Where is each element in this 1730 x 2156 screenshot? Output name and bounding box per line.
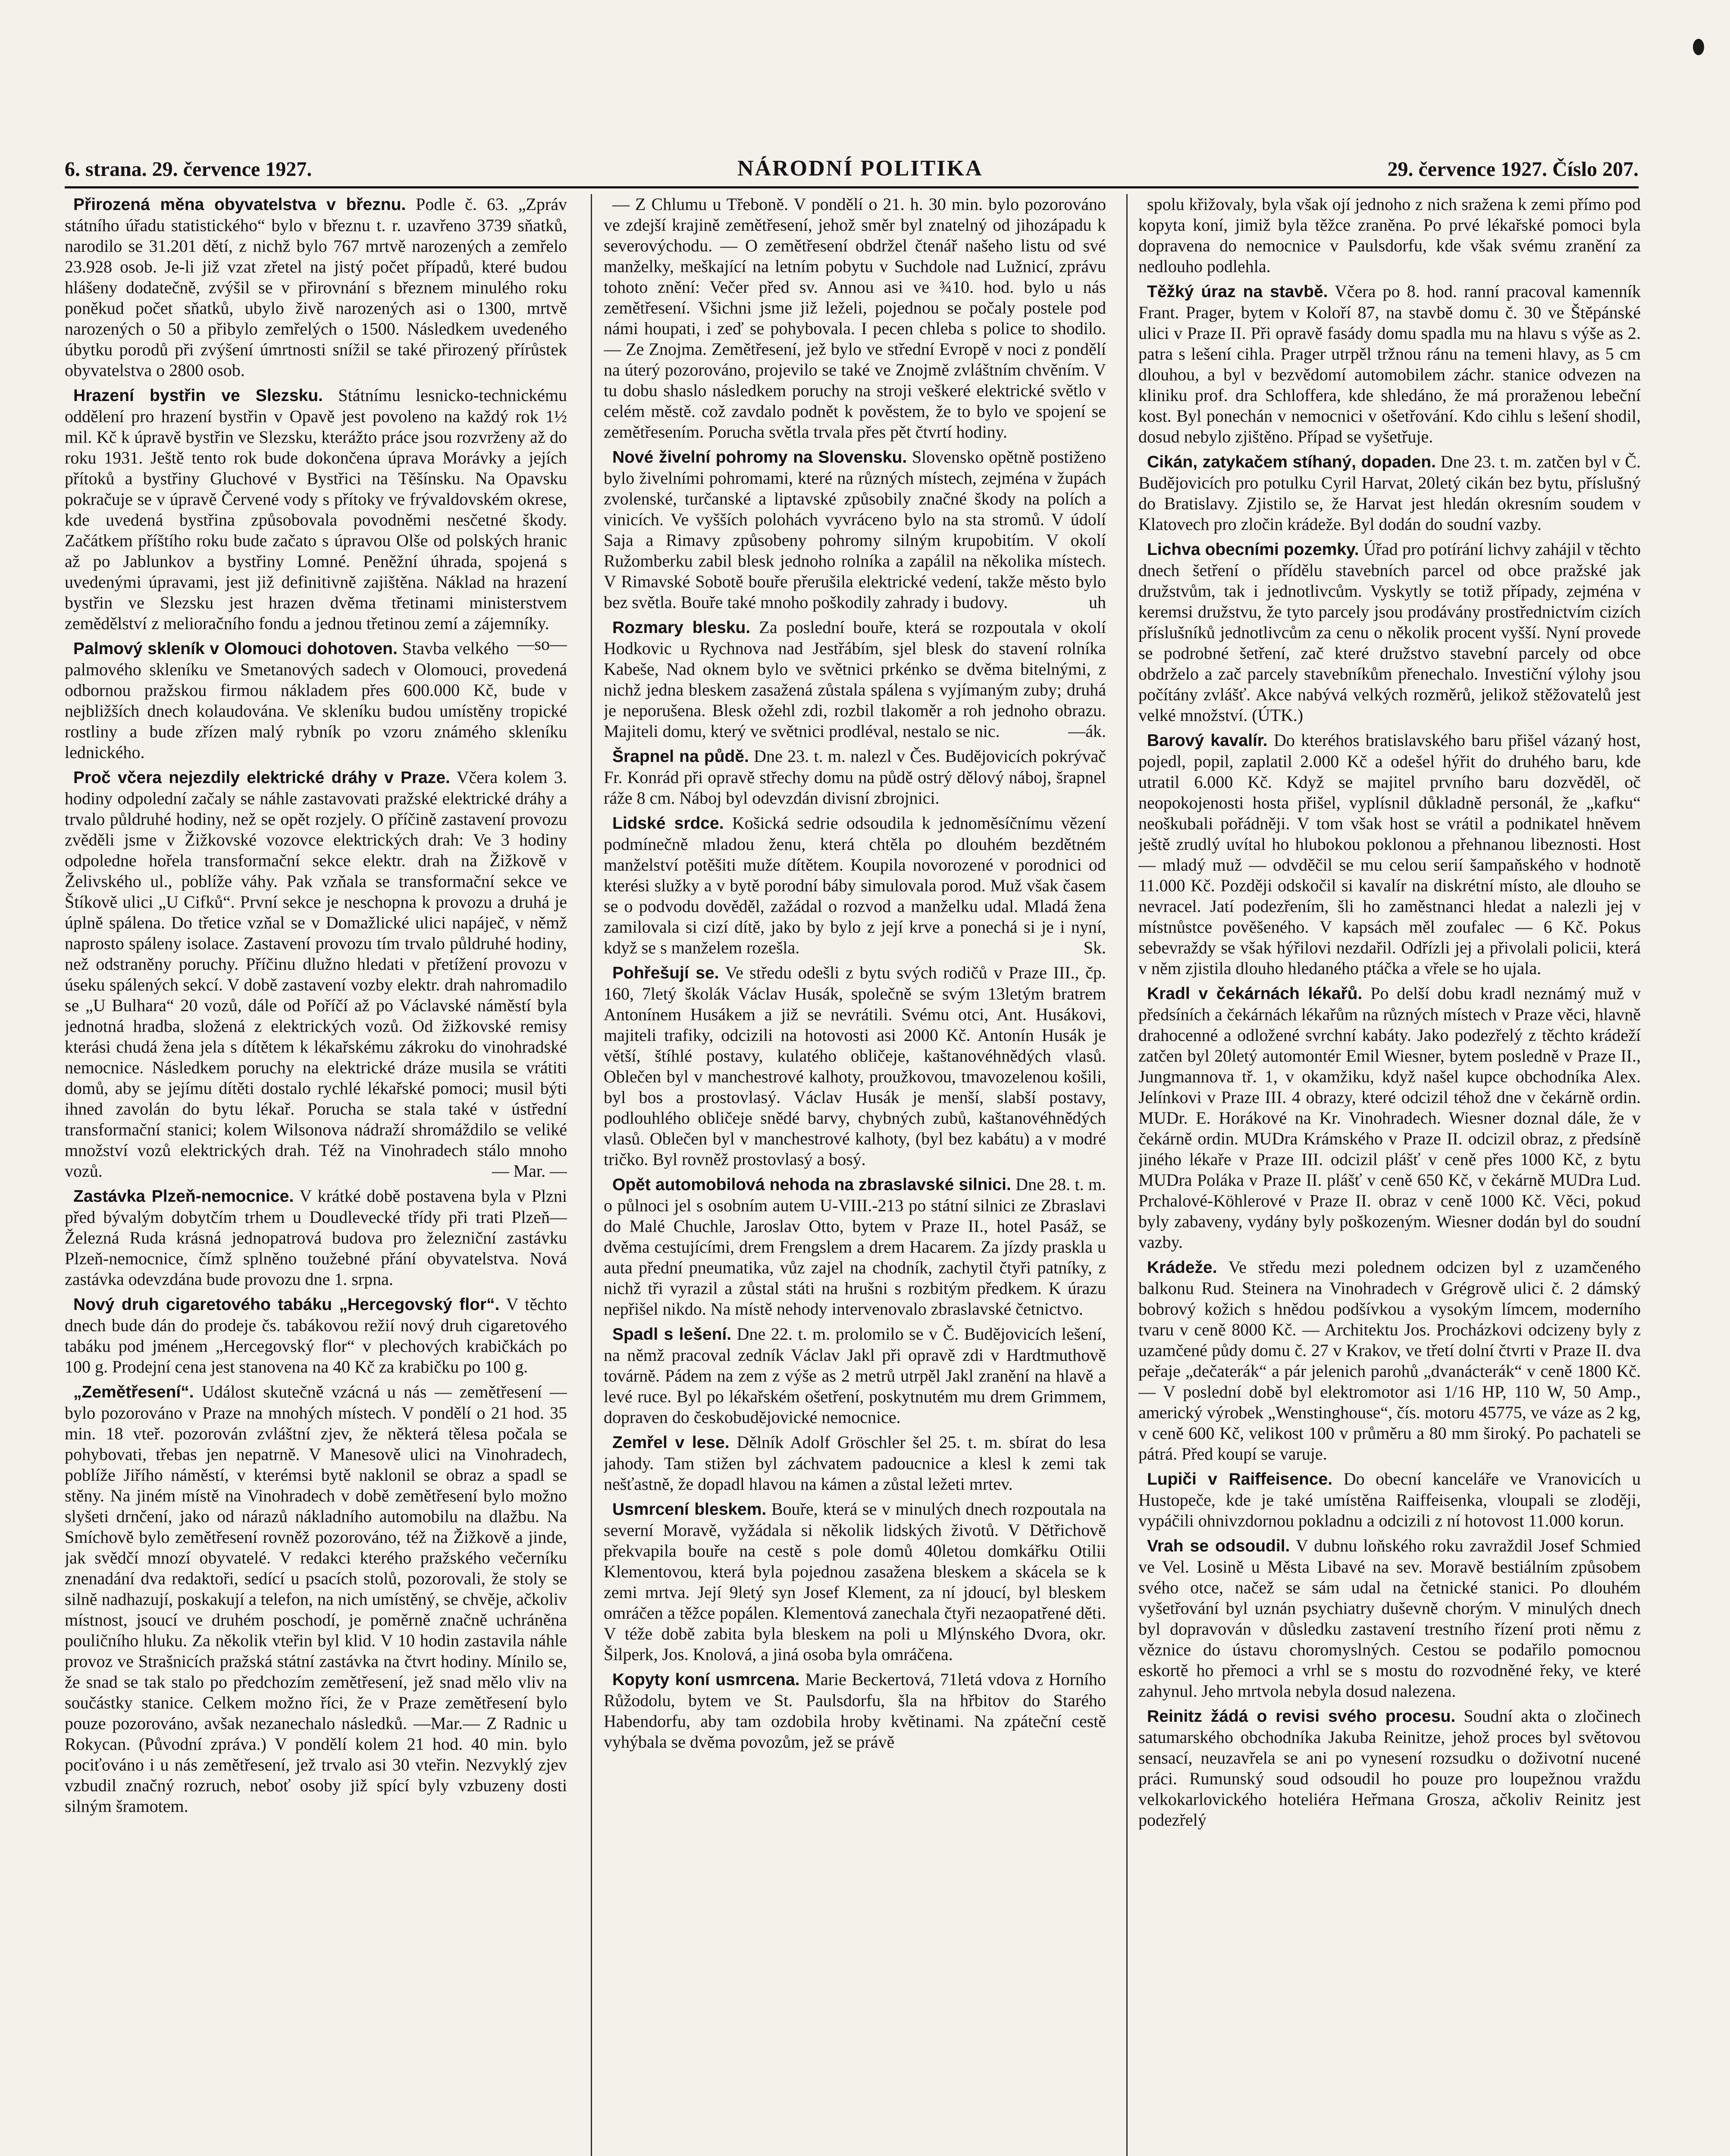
news-article	[604, 1324, 1106, 1428]
article-signature: Sk.	[1083, 938, 1106, 957]
column-divider	[591, 194, 592, 2156]
news-article	[1138, 281, 1641, 447]
article-body: spolu křižovaly, byla však ojí jednoho z nich sražena k zemi přímo pod kopyta koní, jimiž byla těžce zraněna. Po prvé lékařské pomoci byla dopravena do nemocnice v Paulsdorfu, kde však svému zranění za nedlouho podlehla.	[1138, 194, 1641, 276]
news-article	[1138, 1706, 1641, 1830]
article-headline: Cikán, zatykačem stíhaný, dopaden.	[1147, 453, 1436, 471]
article-headline: Palmový skleník v Olomouci dohotoven.	[73, 639, 398, 658]
article-headline: Přirozená měna obyvatelstva v březnu.	[73, 195, 406, 214]
article-body: — Z Chlumu u Třeboně. V pondělí o 21. h. 30 min. bylo pozorováno ve zdejší krajině zemětřesení, jehož směr byl znatelný od jihozápadu k severovýchodu. — O zemětřesení obdržel čtenář našeho listu od své manželky, meškající na letním pobytu v Suchdole nad Lužnicí, zprávu tohoto znění: Večer před sv. Annou asi ve ¾10. hod. bylo u nás zemětřesení. Všichni jsme již leželi, pojednou se počaly postele pod námi houpati, i zeď se pohybovala. I pecen chleba s police to shodilo. — Ze Znojma. Zemětřesení, jež bylo ve střední Evropě v noci z pondělí na úterý pozorováno, projevilo se také ve Znojmě zvláštním chvěním. V tu dobu shaslo následkem poruchy na stroji veškeré elektrické světlo v celém městě. což zavdalo podnět k pověstem, že to bylo ve spojení se zemětřesením. Porucha světla trvala přes pět čtvrtí hodiny.	[604, 194, 1106, 442]
article-headline: Nový druh cigaretového tabáku „Hercegovský flor“.	[73, 1295, 500, 1314]
article-headline: Reinitz žádá o revisi svého procesu.	[1147, 1707, 1456, 1726]
column-divider	[1126, 194, 1128, 2156]
news-article	[65, 767, 567, 1181]
news-article	[604, 194, 1106, 442]
article-headline: Lupiči v Raiffeisence.	[1147, 1470, 1333, 1489]
article-headline: Pohřešují se.	[612, 964, 719, 982]
column-3	[1138, 194, 1641, 2156]
news-article	[604, 447, 1106, 613]
article-headline: Krádeže.	[1147, 1258, 1217, 1277]
news-article	[604, 746, 1106, 808]
column-2	[604, 194, 1106, 2156]
article-headline: Lidské srdce.	[612, 814, 724, 833]
article-body: V těchto dnech bude dán do prodeje čs. tabákovou režií nový druh cigaretového tabáku pod jménem „Hercegovský flor“ v plechových krabičkách po 100 g. Prodejní cena jest stanovena na 40 Kč za krabičku po 100 g.	[65, 1294, 567, 1376]
news-article	[65, 1382, 567, 1817]
article-body: Včera po 8. hod. ranní pracoval kamenník Frant. Prager, bytem v Koloří 87, na stavbě domu č. 30 ve Štěpánské ulici v Praze II. Při opravě fasády domu spadla mu na hlavu s výše as 2. patra s lešení cihla. Prager utrpěl tržnou ránu na temeni hlavy, as 5 cm dlouhou, a byl v bezvědomí automobilem záchr. stanice odvezen na kliniku prof. dra Schloffera, kde shledáno, že má proraženou lebeční kost. Byl ponechán v nemocnici v ošetřování. Kdo cihlu s lešení shodil, dosud nebylo zjištěno. Případ se vyšetřuje.	[1138, 282, 1641, 446]
news-article	[65, 1186, 567, 1290]
article-headline: Zastávka Plzeň-nemocnice.	[73, 1187, 294, 1206]
article-headline: Nové živelní pohromy na Slovensku.	[612, 448, 907, 467]
news-article	[604, 617, 1106, 742]
article-body: Ve středu mezi polednem odcizen byl z uzamčeného balkonu Rud. Steinera na Vinohradech v Grégrově ulici č. 2 dámský bobrový kožich s hnědou podšívkou a vysokým límcem, moderního tvaru v ceně 8000 Kč. — Architektu Jos. Procházkovi odcizeny byly z uzamčené půdy domu č. 27 v Krakov, ve třetí dolní čtvrti v Praze II. dva peřaje „dečaterák“ a pár jelenich parohů „dvanácterák“ v ceně 1800 Kč. — V poslední době byl elektromotor asi 1/16 HP, 110 W, 50 Amp., americký výrobek „Wenstinghouse“, čís. motoru 45775, ve váze as 2 kg, v ceně 600 Kč, velikost 100 v průměru a 80 mm široký. Po pachateli se pátrá. Před koupí se varuje.	[1138, 1257, 1641, 1463]
article-body: Soudní akta o zločinech satumarského obchodníka Jakuba Reinitze, jehož proces byl světovou sensací, neuzavřela se ani po vynesení rozsudku o doživotní nucené práci. Rumunský soud odsoudil ho pouze pro loupežnou vraždu velkokarlovického hoteliéra Heřmana Grosza, ačkoliv Reinitz jest podezřelý	[1138, 1706, 1641, 1830]
news-article	[604, 1499, 1106, 1665]
article-body: Úřad pro potírání lichvy zahájil v těchto dnech šetření o přídělu stavebních parcel od obce pražské jak družstvům, tak i jednotlivcům. Vyskytly se totiž případy, zejména v keremsi družstvu, že tyto parcely jsou prodávány prostřednictvím cizích příslušníků jednotlivcům za cenu o několik procent vyšší. Nyní provede se podrobné šetření, zač které družstvo stavební parcely od obce obdrželo a zač parcely stavebníkům přenechalo. Investiční výlohy jsou počítány zvlášť. Akce nabývá velkých rozměrů, jelikož stěžovatelů jest velké množství. (ÚTK.)	[1138, 539, 1641, 725]
article-body: Slovensko opětně postiženo bylo živelními pohromami, které na různých místech, zejména v župách zvolenské, turčanské a liptavské způsobily značné škody na polích a vinicích. Ve vyšších polohách vyvráceno bylo na sta stromů. V údolí Saja a Rimavy způsobeny pohromy silným krupobitím. V okolí Ružomberku zabil blesk jednoho rolníka a zapálil na několika místech. V Rimavské Sobotě bouře přerušila elektrické vedení, takže město bylo bez světla. Bouře také mnoho poškodily zahrady i budovy.	[604, 447, 1106, 612]
article-body: V krátké době postavena byla v Plzni před bývalým dobytčím trhem u Doudlevecké třídy při trati Plzeň—Železná Ruda krásná jednopatrová budova pro železniční zastávku Plzeň-nemocnice, čímž splněno toužebné přání obyvatelstva. Nová zastávka odevzdána bude provozu dne 1. srpna.	[65, 1186, 567, 1289]
news-article	[65, 194, 567, 381]
masthead-title: NÁRODNÍ POLITIKA	[737, 156, 983, 181]
article-body: Košická sedrie odsoudila k jednoměsíčnímu vězení podmínečně mladou ženu, která chtěla po dlouhém bezdětném manželství potěšiti muže dítětem. Koupila novorozené v porodnici od kterési služky a v bytě porodní báby simulovala porod. Muž však časem se o podvodu dověděl, zažádal o rozvod a manželku udal. Mladá žena zamilovala si cizí dítě, jako by bylo z její krve a ponechá si je i nyní, když se s manželem rozešla.	[604, 813, 1106, 957]
article-headline: Proč včera nejezdily elektrické dráhy v Praze.	[73, 768, 450, 787]
news-article	[1138, 194, 1641, 277]
news-article	[65, 638, 567, 763]
article-headline: „Zemětřesení“.	[73, 1383, 194, 1401]
article-body: Za poslední bouře, která se rozpoutala v okolí Hodkovic u Rychnova nad Jestřábím, sjel blesk do stavení rolníka Kabeše, Nad oknem bylo ve světnici prkénko se dvěma bitelnými, z nichž jedna bleskem zasažená zůstala spálena s vyjímaným zuby; druhá je neporušena. Blesk ožehl zdi, rozbil tlakoměr a roh jednoho obrazu. Majiteli domu, který ve světnici prodléval, nestalo se nic.	[604, 617, 1106, 741]
article-body: Státnímu lesnicko-technickému oddělení pro hrazení bystřin v Opavě jest povoleno na každý rok 1½ mil. Kč k úpravě bystřin ve Slezsku, kterážto práce jsou rozvrženy až do roku 1931. Ještě tento rok bude dokončena úprava Morávky a jejích přítoků a bystřiny Gluchové v Bystřici na Těšínsku. Na Opavsku pokračuje se v úpravě Červené vody s přítoky ve frývaldovském okrese, kde uvedená bystřina způsobovala povodněmi nesčetné škody. Začátkem příštího roku bude začato s úpravou Olše od polských hranic až po Jablunkov a bystřiny Lomné. Peněžní úhrada, spojená s uvedenými úpravami, jest již definitivně zajištěna. Náklad na hrazení bystřin ve Slezsku jest hrazen dvěma třetinami ministerstvem zemědělství z melioračního fondu a jednou třetinou zemí a zájemníky.	[65, 385, 567, 633]
news-article	[65, 1294, 567, 1377]
news-article	[1138, 1257, 1641, 1464]
news-article	[604, 813, 1106, 958]
article-headline: Zemřel v lese.	[612, 1433, 730, 1452]
article-signature: —so—	[517, 634, 567, 654]
article-body: Včera kolem 3. hodiny odpolední začaly se náhle zastavovati pražské elektrické dráhy a trvalo půldruhé hodiny, než se opět rozjely. O příčině zastavení provozu zvěděli jsme v Žižkovské vozovce elektrických drah: Ve 3 hodiny odpoledne hořela transformační sekce elektr. drah na Žižkově v Želivského ul., poblíže váhy. Pak vzňala se transformační sekce ve Štíkově ulici „U Cifků“. První sekce je neschopna k provozu a druhá je úplně spálena. Do třetice vzňal se v Domažlické ulici napáječ, v němž naprosto spáleny isolace. Zastavení provozu tím trvalo půldruhé hodiny, než odstraněny poruchy. Příčinu dlužno hledati v přetížení provozu v úseku spálených sekcí. V době zastavení vozby elektr. drah nahromadilo se „U Bulhara“ 20 vozů, dále od Poříčí až po Václavské náměstí byla jednotná hradba, složená z elektrických vozů. Od žižkovské remisy kterási chudá žena jela s dítětem k lékařskému zákroku do vinohradské nemocnice. Následkem poruchy na elektrické dráze musila se vrátiti domů, aby se jejímu dítěti dostalo rychlé lékařské pomoci; musil býti ihned zavolán do bytu lékař. Porucha se stala také v ústřední transformační stanici; kolem Wilsonova nádraží shromáždilo se veliké množství vozů elektrických drah. Též na Vinohradech stálo mnoho vozů.	[65, 768, 567, 1181]
article-signature: uh	[1089, 592, 1106, 612]
article-body: Do kteréhos bratislavského baru přišel vázaný host, pojedl, popil, zaplatil 2.000 Kč a odešel hýřit do druhého baru, kde utratil 6.000 Kč. Když se majitel prvního baru dozvěděl, oč neopokojenosti hosta přišel, vyplísnil důkladně personál, že „kafku“ neoškubali pořádněji. V tom však host se vrátil a podnikatel hněvem ještě zrudlý uvítal ho hlubokou poklonou a přehnanou libeznosti. Host — mladý muž — odvděčil se mu celou serií šampaňského v hodnotě 11.000 Kč. Později odskočil si kavalír na diskrétní místo, ale dlouho se nevracel. Jatí podezřením, šli ho zaměstnanci hledat a nalezli jej v místnůstce pověšeného. V kapsách měl zoufalec — 6 Kč. Pokus sebevraždy se však hýřilovi nezdařil. Odřízli jej a přivolali policii, která v něm zjistila dlouho hledaného ptáčka a vřele se ho ujala.	[1138, 730, 1641, 978]
news-article	[1138, 730, 1641, 979]
news-article	[1138, 1469, 1641, 1531]
article-headline: Opět automobilová nehoda na zbraslavské silnici.	[612, 1175, 1011, 1194]
news-article	[604, 1432, 1106, 1495]
page-header	[65, 151, 1639, 185]
article-body: Bouře, která se v minulých dnech rozpoutala na severní Moravě, vyžádala si několik lidských životů. V Dětřichově překvapila bouře na cestě s pole domů 40letou domkářku Otilii Klementovou, která byla pojednou zasažena bleskem a skácela se k zemi mrtva. Její 9letý syn Josef Klement, za ní jdoucí, byl bleskem omráčen a těžce popálen. Klementová zanechala čtyři nezaopatřené děti. V téže době zabita byla bleskem na poli u Mlýnského Dvora, okr. Šilperk, Jos. Knolová, a jiná osoba byla omráčena.	[604, 1499, 1106, 1664]
news-article	[1138, 983, 1641, 1253]
article-headline: Těžký úraz na stavbě.	[1147, 282, 1328, 301]
article-body: Stavba velkého palmového skleníku ve Smetanových sadech v Olomouci, provedená odbornou pražskou firmou nákladem přes 600.000 Kč, bude v nejbližších dnech kolaudována. Ve skleníku budou umístěny tropické rostliny a bude zřízen malý rybník po vzoru známého skleníku lednického.	[65, 639, 567, 762]
article-headline: Spadl s lešení.	[612, 1325, 732, 1344]
news-article	[1138, 539, 1641, 726]
article-body: V dubnu loňského roku zavraždil Josef Schmied ve Vel. Losině u Města Libavé na sev. Moravě bestiálním způsobem svého otce, načež se sám udal na četnické stanici. Po dlouhém vyšetřování byl uznán psychiatry duševně chorým. V minulých dnech byl dopravován v důsledku zastavení trestního řízení proti němu z věznice do ústavu choromyslných. Cestou se podařilo pomocnou eskortě ho přemoci a vrhl se s mostu do rozvodněné řeky, ve které zahynul. Jeho mrtvola nebyla dosud nalezena.	[1138, 1536, 1641, 1701]
article-body: Marie Beckertová, 71letá vdova z Horního Růžodolu, bytem ve St. Paulsdorfu, šla na hřbitov do Starého Habendorfu, aby tam ozdobila hroby květinami. Na zpáteční cestě vyhýbala se dvěma povozům, jež se právě	[604, 1670, 1106, 1752]
article-headline: Kradl v čekárnách lékařů.	[1147, 984, 1363, 1003]
article-body: Podle č. 63. „Zpráv státního úřadu statistického“ bylo v březnu t. r. uzavřeno 3739 sňatků, narodilo se 31.201 dětí, z nichž bylo 767 mrtvě narozených a zemřelo 23.928 osob. Je-li již vzat zřetel na jistý počet případů, které budou hlášeny dodatečně, zvýšil se v přirovnání s březnem minulého roku poněkud počet sňatků, ubylo živě narozených asi o 1300, mrtvě narozených o 50 a přibylo zemřelých o 1500. Následkem uvedeného úbytku porodů při zvýšení úmrtnosti snížil se také přirozený přírůstek obyvatelstva o 2800 osob.	[65, 194, 567, 380]
article-headline: Lichva obecními pozemky.	[1147, 540, 1359, 559]
article-headline: Usmrcení bleskem.	[612, 1500, 767, 1519]
article-body: Dne 22. t. m. prolomilo se v Č. Budějovicích lešení, na němž pracoval zedník Václav Jakl při opravě zdi v Hardtmuthově továrně. Pádem na zem z výše as 2 metrů utrpěl Jakl zranění na hlavě a levé ruce. Byl po lékařském ošetření, poskytnutém mu drem Grimmem, dopraven do českobudějovické nemocnice.	[604, 1324, 1106, 1427]
news-article	[604, 1669, 1106, 1752]
header-rule	[65, 186, 1639, 188]
article-headline: Hrazení bystřin ve Slezsku.	[73, 386, 323, 405]
column-1	[65, 194, 567, 2156]
article-body: Dělník Adolf Gröschler šel 25. t. m. sbírat do lesa jahody. Tam stižen byl záchvatem padoucnice a klesl k zemi tak nešťastně, že dopadl hlavou na kámen a zůstal ležeti mrtev.	[604, 1432, 1106, 1494]
article-body: Událost skutečně vzácná u nás — zemětřesení — bylo pozorováno v Praze na mnohých místech. V pondělí o 21 hod. 35 min. 18 vteř. pozorován zvláštní zjev, že některá tělesa počala se pohybovati, třebas jen nepatrně. V Manesově ulici na Vinohradech, poblíže Jiřího náměstí, v kterémsi bytě naklonil se obraz a spadl se stěny. Na jiném místě na Vinohradech v době zemětřesení bylo možno slyšeti drnčení, jako od nárazů nákladního automobilu na dlažbu. Na Smíchově bylo zemětřesení rovněž pozorováno, též na Žižkově a jinde, jak svědčí mnozí obyvatelé. V redakci kterého pražského večerníku znenadání dva redaktoři, sedící u psacích stolů, pozorovali, že stoly se silně nadhazují, poskakují a telefon, na nich umístěný, se chvěje, ačkoliv místnost, jsoucí ve druhém poschodí, je poměrně značně uchráněna pouličního hluku. Za několik vteřin byl klid. V 10 hodin zastavila náhle provoz ve Strašnicích pražská státní zastávka na čtvrt hodiny. Mínilo se, že snad se tak stalo po předchozím zemětřesení, jež snad mělo vliv na součástky stanice. Celkem možno říci, že v Praze zemětřesení bylo pouze pozorováno, avšak nezanechalo následků. —Mar.— Z Radnic u Rokycan. (Původní zpráva.) V pondělí kolem 21 hod. 40 min. bylo pociťováno i u nás zemětřesení, jež trvalo asi 30 vteřin. Nezvyklý zjev vzbudil značný rozruch, neboť osoby již spící byly vzbuzeny dosti silným šramotem.	[65, 1382, 567, 1816]
article-headline: Šrapnel na půdě.	[612, 747, 749, 766]
news-article	[1138, 1536, 1641, 1702]
news-article	[604, 962, 1106, 1170]
article-signature: — Mar. —	[492, 1161, 567, 1181]
ink-spot	[1693, 39, 1704, 55]
article-headline: Kopyty koní usmrcena.	[612, 1670, 800, 1689]
issue-date-number: 29. července 1927. Číslo 207.	[1387, 158, 1639, 181]
article-body: Do obecní kanceláře ve Vranovicích u Hustopeče, kde je také umístěna Raiffeisenka, vloupali se zloději, vypáčili ohnivzdornou pokladnu a odcizili z ní hotovost 11.000 korun.	[1138, 1469, 1641, 1530]
article-body: Dne 23. t. m. nalezl v Čes. Budějovicích pokrývač Fr. Konrád při opravě střechy domu na půdě ostrý dělový náboj, šrapnel ráže 8 cm. Náboj byl odevzdán divisní zbrojnici.	[604, 746, 1106, 808]
article-headline: Vrah se odsoudil.	[1147, 1537, 1290, 1555]
article-body: Ve středu odešli z bytu svých rodičů v Praze III., čp. 160, 7letý školák Václav Husák, společně se svým 13letým bratrem Antonínem Husákem a již se nevrátili. Svému otci, Ant. Husákovi, majiteli trafiky, odcizili na hotovosti asi 2000 Kč. Antonín Husák je větší, štíhlé postavy, kulatého obličeje, kaštanovéhnědých vlasů. Oblečen byl v manchestrové kalhoty, proužkovou, tmavozelenou košili, byl bos a prostovlasý. Václav Husák je menší, slabší postavy, podlouhlého obličeje snědé barvy, chybných zubů, kaštanovéhnědých vlasů. Oblečen byl v manchestrové kalhoty, (byl bez kabátu) a v modré tričko. Byl rovněž prostovlasý a bosý.	[604, 963, 1106, 1169]
article-body: Po delší dobu kradl neznámý muž v předsíních a čekárnách lékařům na různých místech v Praze věci, hlavně drahocenné a odložené svrchní kabáty. Jako podezřelý z těchto krádeží zatčen byl 20letý automontér Emil Wiesner, bytem posledně v Praze II., Jungmannova tř. 1, v okamžiku, když našel kupce obchodníka Alex. Jelínkovi v Praze III. 4 obrazy, které odcizil téhož dne v čekárně ordin. MUDr. E. Horákové na Kr. Vinohradech. Wiesner doznal dále, že v čekárně ordin. MUDra Krámského v Praze II. odcizil obraz, z předsíně jiného lékaře v Praze III. odcizil plášť v ceně přes 1000 Kč, z bytu MUDra Poláka v Praze II. plášť v ceně 650 Kč, v čekárně MUDra Lud. Prchalové-Köhlerové v Praze II. obraz v ceně 1000 Kč. Věci, pokud byly zabaveny, vydány byly poškozeným. Wiesner dodán byl do soudní vazby.	[1138, 984, 1641, 1252]
page-number-date: 6. strana. 29. července 1927.	[65, 158, 312, 181]
article-body: Dne 28. t. m. o půlnoci jel s osobním autem U-VIII.-213 po státní silnici ze Zbraslavi do Malé Chuchle, Jaroslav Otto, bytem v Praze II., hotel Pasáž, se dvěma cestujícími, drem Frengslem a drem Hacarem. Za jízdy praskla u auta přední pneumatika, vůz zajel na chodník, zachytil čtyři patníky, z nichž tři vyrazil a zůstal státi na hrušni s rozbitým předkem. K úrazu nepřišel nikdo. Na místě nehody intervenovalo zbraslavské četnictvo.	[604, 1175, 1106, 1319]
article-signature: —ák.	[1068, 721, 1106, 741]
news-article	[1138, 451, 1641, 535]
article-body: Dne 23. t. m. zatčen byl v Č. Budějovicích pro potulku Cyril Harvat, 20letý cikán bez bytu, příslušný do Bratislavy. Zjistilo se, že Harvat jest hledán okresním soudem v Klatovech pro zločin krádeže. Byl dodán do soudní vazby.	[1138, 452, 1641, 534]
article-headline: Barový kavalír.	[1147, 731, 1268, 750]
article-headline: Rozmary blesku.	[612, 618, 751, 637]
news-article	[604, 1174, 1106, 1319]
